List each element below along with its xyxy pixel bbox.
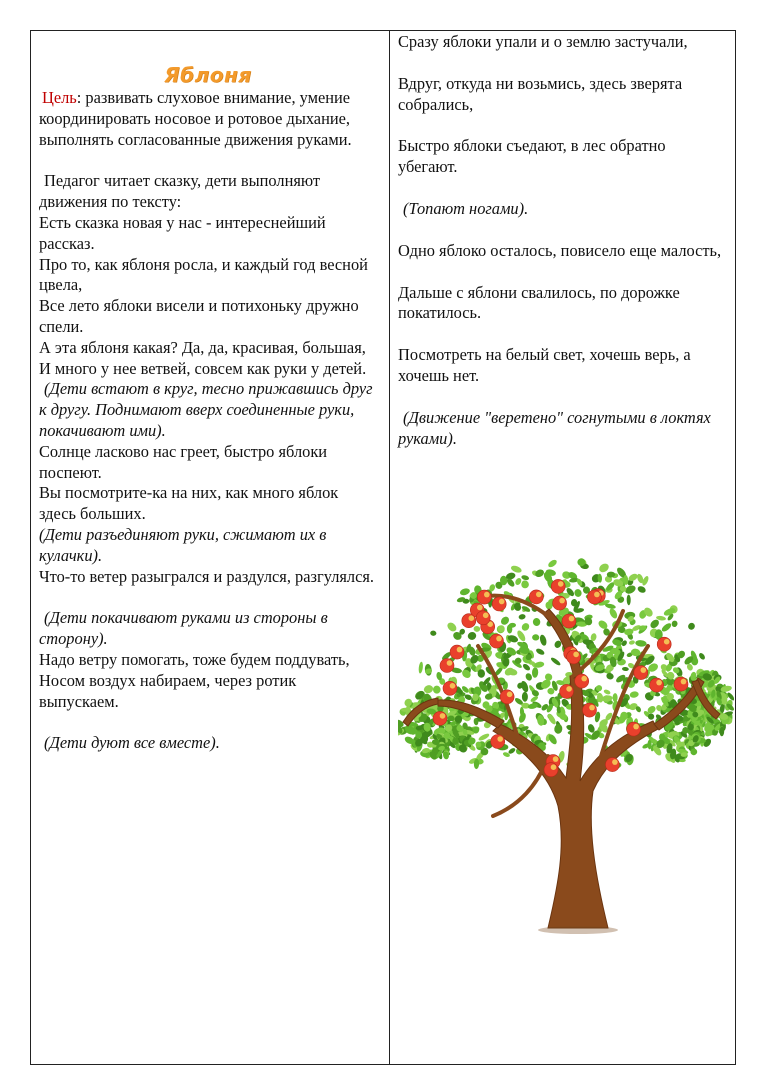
goal-text: : развивать слуховое внимание, умение координировать носовое и ротовое дыхание, выполнять согласованные движения руками. [39,88,352,149]
apple [583,703,597,717]
stage-direction: (Дети разъединяют руки, сжимают их в кулачки). [39,524,327,565]
apple [634,666,648,680]
stage-direction: (Дети встают в круг, тесно прижавшись друг к другу. Поднимают вверх соединенные руки, покачивают ими). [39,379,373,440]
apple [477,590,491,604]
apple [490,634,504,648]
apple [491,735,505,749]
apple [650,678,664,692]
stage-direction: (Движение "веретено" согнутыми в локтях руками). [398,407,711,448]
apple [551,579,565,593]
apple [450,645,464,659]
text-line: Одно яблоко осталось, повисело еще малость, [398,240,722,260]
apple [440,659,454,673]
text-line: Вы посмотрите-ка на них, как много яблок здесь больших. [39,483,339,524]
apple [567,650,581,664]
text-line: Все лето яблоки висели и потихоньку дружно спели. [39,296,359,336]
goal-label: Цель [42,88,77,107]
page-title: Яблоня [164,63,252,87]
text-line: Что-то ветер разыгрался и раздулся, разгулялся. [39,566,374,586]
apple [605,758,619,772]
apple [544,763,558,777]
text-line: Дальше с яблони свалилось, по дорожке покатилось. [398,282,680,323]
right-column [398,32,726,449]
text-line: Быстро яблоки съедают, в лес обратно убегают. [398,136,666,177]
text-line: Сразу яблоки упали и о землю застучали, [398,32,688,51]
text-line: И много у нее ветвей, совсем как руки у детей. [39,358,367,378]
apple [433,711,447,725]
stage-direction: (Топают ногами). [403,198,529,218]
text-line: Про то, как яблоня росла, и каждый год весной цвела, [39,254,368,295]
left-column [39,62,377,754]
text-line: Надо ветру помогать, тоже будем поддувать, [39,649,350,669]
column-divider [389,30,390,1065]
apple [500,690,514,704]
apple [674,677,688,691]
text-line: Посмотреть на белый свет, хочешь верь, а хочешь нет. [398,345,691,385]
apple-tree-illustration [398,556,734,936]
apple [575,674,589,688]
text-line: Есть сказка новая у нас - интереснейший рассказ. [39,212,326,253]
apple [562,614,576,628]
apple [443,681,457,695]
apple [657,637,671,651]
apple [529,590,543,604]
text-line: Носом воздух набираем, через ротик выпускаем. [39,670,297,711]
tree-shadow [538,926,618,934]
apple [476,611,490,625]
goal-paragraph [39,88,377,150]
apple [587,590,601,604]
apple [492,597,506,611]
text-line: Вдруг, откуда ни возьмись, здесь зверята собрались, [398,73,683,114]
stage-direction: (Дети дуют все вместе). [44,733,220,753]
apple [627,722,641,736]
stage-direction: (Дети покачивают руками из стороны в сторону). [39,608,328,649]
apple [560,684,574,698]
text-line: Педагог читает сказку, дети выполняют движения по тексту: [39,171,321,212]
text-line: Солнце ласково нас греет, быстро яблоки поспеют. [39,441,328,482]
text-line: А эта яблоня какая? Да, да, красивая, большая, [39,337,366,357]
apple [553,596,567,610]
